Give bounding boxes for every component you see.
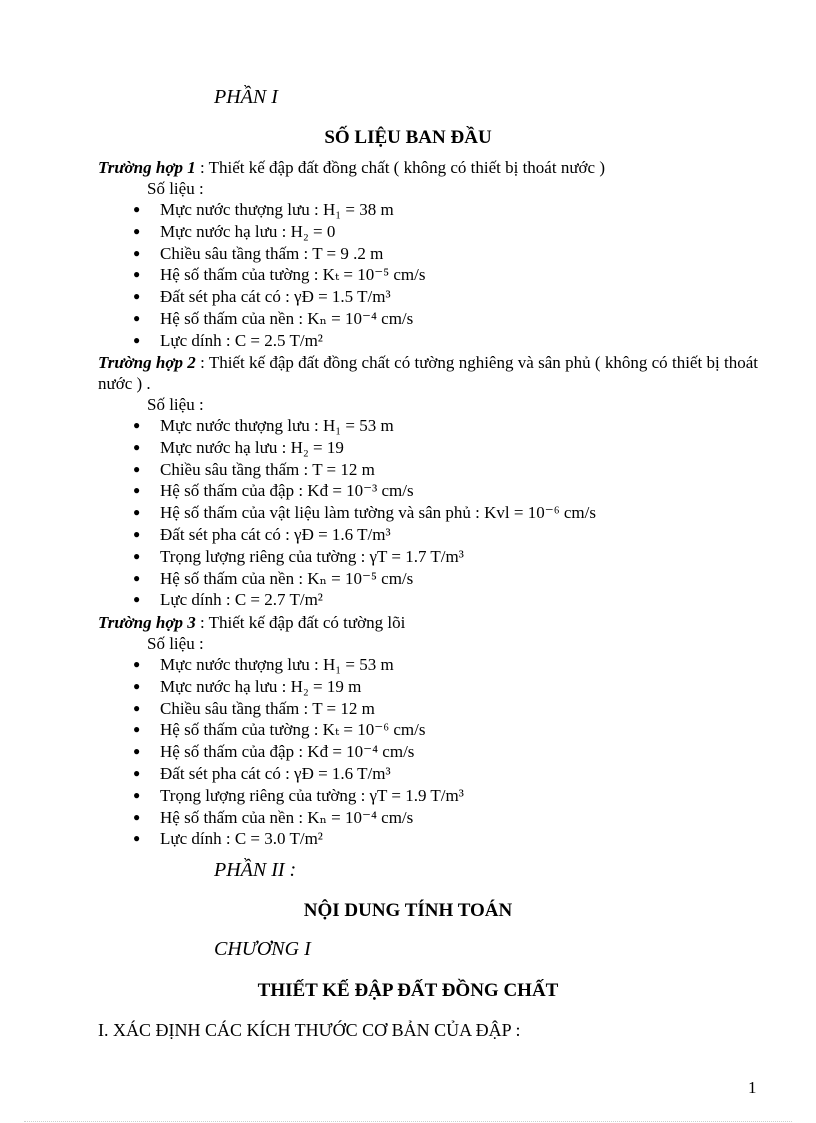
case-3-label: Trường hợp 3 [98,613,196,632]
part-1-label: PHẦN I [214,86,278,108]
list-item: ● Đất sét pha cát có : γĐ = 1.6 T/m³ [133,763,391,783]
list-item: ● Lực dính : C = 3.0 T/m² [133,829,323,849]
bullet-icon: ● [133,570,141,585]
footer-divider [24,1121,792,1122]
list-item: ● Chiều sâu tầng thấm : T = 12 m [133,698,375,718]
bullet-icon: ● [133,809,141,824]
bullet-icon: ● [133,548,141,563]
case-1-title [98,157,758,178]
case-2-title [98,352,758,394]
bullet-icon: ● [133,765,141,780]
page-number: 1 [748,1078,757,1097]
list-item: ● Chiều sâu tầng thấm : T = 12 m [133,459,375,479]
list-item: ● Hệ số thấm của đập : Kđ = 10⁻⁴ cm/s [133,742,415,762]
bullet-icon: ● [133,700,141,715]
list-item: ● Đất sét pha cát có : γĐ = 1.6 T/m³ [133,524,391,544]
bullet-icon: ● [133,744,141,759]
bullet-icon: ● [133,787,141,802]
case-1-description: : Thiết kế đập đất đồng chất ( không có thiết bị thoát nước ) [195,158,605,177]
chapter-label: CHƯƠNG I [214,938,311,960]
case-2-list [133,415,596,611]
bullet-icon: ● [133,461,141,476]
bullet-icon: ● [133,202,141,216]
bullet-icon: ● [133,678,141,693]
case-2-description: : Thiết kế đập đất đồng chất có tường nghiêng và sân phủ ( không có thiết bị thoát nước ) . [98,353,758,393]
bullet-icon: ● [133,267,141,282]
list-item: ● Mực nước thượng lưu : H₁ = 53 m [133,416,394,435]
bullet-icon: ● [133,526,141,541]
case-3-title [98,612,758,633]
list-item: ● Mực nước hạ lưu : H₂ = 0 [133,221,336,241]
list-item: ● Lực dính : C = 2.7 T/m² [133,590,323,610]
case-1-data-label: Số liệu : [147,179,204,198]
list-item: ● Mực nước thượng lưu : H₁ = 53 m [133,655,394,674]
bullet-icon: ● [133,245,141,260]
case-3-data-label: Số liệu : [147,634,204,653]
bullet-icon: ● [133,418,141,432]
bullet-icon: ● [133,592,141,607]
bullet-icon: ● [133,831,141,846]
list-item: ● Đất sét pha cát có : γĐ = 1.5 T/m³ [133,287,391,307]
section-heading: I. XÁC ĐỊNH CÁC KÍCH THƯỚC CƠ BẢN CỦA ĐẬP : [98,1020,521,1040]
list-item: ● Hệ số thấm của nền : Kₙ = 10⁻⁴ cm/s [133,308,414,328]
list-item: ● Hệ số thấm của nền : Kₙ = 10⁻⁵ cm/s [133,568,414,588]
case-2-label: Trường hợp 2 [98,353,196,372]
list-item: ● Trọng lượng riêng của tường : γT = 1.7 T/m³ [133,546,464,566]
list-item: ● Hệ số thấm của đập : Kđ = 10⁻³ cm/s [133,481,414,501]
bullet-icon: ● [133,657,141,671]
bullet-icon: ● [133,439,141,454]
part-2-label: PHẦN II : [214,859,297,881]
list-item: ● Trọng lượng riêng của tường : γT = 1.9 T/m³ [133,785,464,805]
list-item: ● Hệ số thấm của nền : Kₙ = 10⁻⁴ cm/s [133,807,414,827]
heading-chapter-title: THIẾT KẾ ĐẬP ĐẤT ĐỒNG CHẤT [257,980,559,1001]
list-item: ● Mực nước hạ lưu : H₂ = 19 [133,437,344,457]
heading-calculation-content: NỘI DUNG TÍNH TOÁN [303,900,513,921]
list-item: ● Mực nước hạ lưu : H₂ = 19 m [133,676,362,696]
bullet-icon: ● [133,483,141,498]
bullet-icon: ● [133,722,141,737]
case-3-description: : Thiết kế đập đất có tường lõi [195,613,406,632]
case-1-label: Trường hợp 1 [98,158,196,177]
bullet-icon: ● [133,332,141,347]
list-item: ● Mực nước thượng lưu : H₁ = 38 m [133,200,394,219]
case-1-list [133,199,425,352]
case-2-data-label: Số liệu : [147,395,204,414]
bullet-icon: ● [133,289,141,304]
list-item: ● Hệ số thấm của tường : Kₜ = 10⁻⁶ cm/s [133,720,426,740]
list-item: ● Hệ số thấm của tường : Kₜ = 10⁻⁵ cm/s [133,265,426,285]
list-item: ● Lực dính : C = 2.5 T/m² [133,330,323,350]
bullet-icon: ● [133,310,141,325]
list-item: ● Hệ số thấm của vật liệu làm tường và sân phủ : Kvl = 10⁻⁶ cm/s [133,503,596,523]
heading-initial-data: SỐ LIỆU BAN ĐẦU [324,127,492,148]
bullet-icon: ● [133,223,141,238]
list-item: ● Chiều sâu tầng thấm : T = 9 .2 m [133,243,384,263]
case-3-list [133,654,464,850]
bullet-icon: ● [133,505,141,520]
